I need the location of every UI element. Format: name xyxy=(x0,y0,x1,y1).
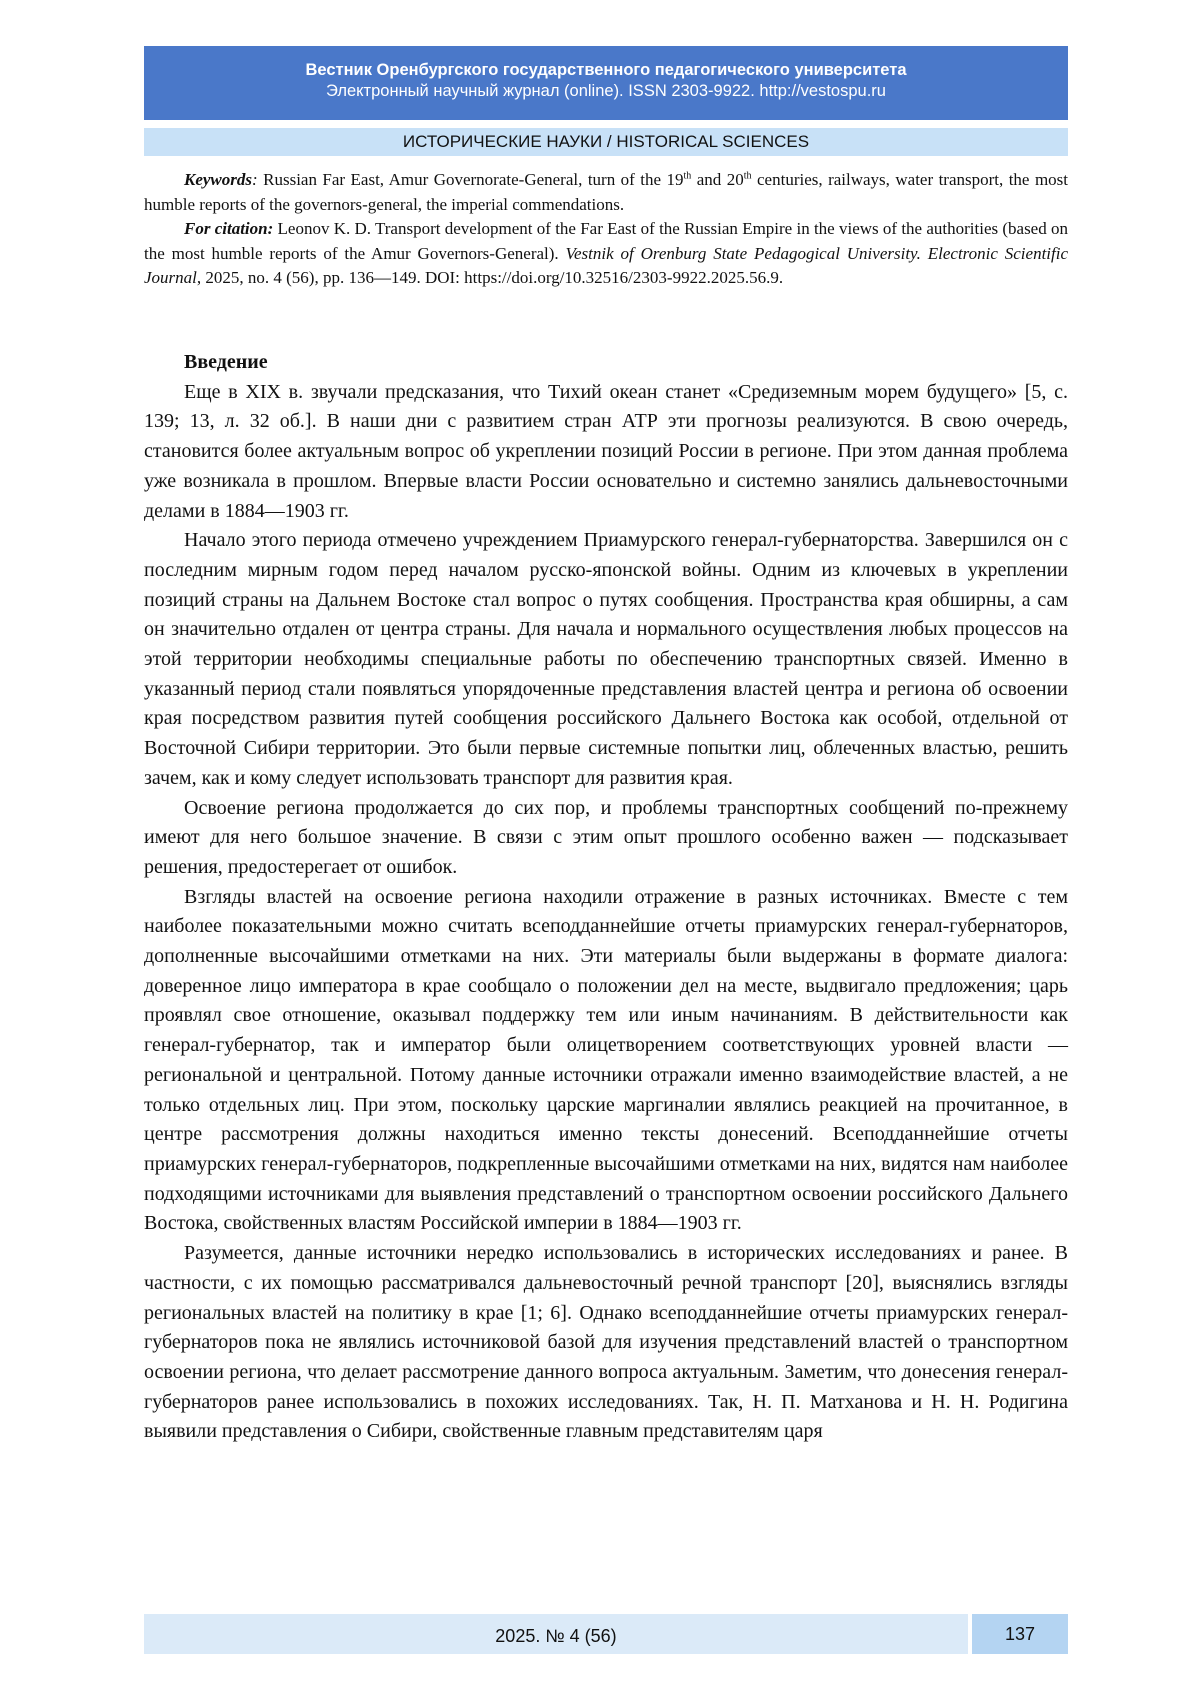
journal-header xyxy=(144,46,1068,120)
keywords-label: Keywords xyxy=(184,170,252,189)
keywords-text-3: centuries, railways, water transport, the most humble reports of the governors-general, the imperial commendations. xyxy=(144,170,1069,214)
keywords-text-2: and 20 xyxy=(691,170,744,189)
paragraph: Начало этого периода отмечено учреждением Приамурского генерал-губернаторства. Завершился он с последним мирным годом перед началом русско-японской войны. Одним из ключевых в укреплении позиций страны на Дальнем Востоке стал вопрос о путях сообщения. Пространства края обширны, а сам он значительно отдален от центра страны. Для начала и нормального осуществления любых процессов на этой территории необходимы специальные работы по обеспечению транспортных связей. Именно в указанный период стали появляться упорядоченные представления властей центра и региона об освоении края посредством развития путей сообщения российского Дальнего Востока как особой, отдельной от Восточной Сибири территории. Это были первые системные попытки лиц, облеченных властью, решить зачем, как и кому следует использовать транспорт для развития края. xyxy=(144,529,1068,789)
paragraph: Разумеется, данные источники нередко использовались в исторических исследованиях и ранее. В частности, с их помощью рассматривался дальневосточный речной транспорт [20], выяснялись взгляды региональных властей на политику в крае [1; 6]. Однако всеподданнейшие отчеты приамурских генерал-губернаторов пока не являлись источниковой базой для изучения представлений властей о транспортном освоении региона, что делает рассмотрение данного вопроса актуальным. Заметим, что донесения генерал-губернаторов ранее использовались в похожих исследованиях. Так, Н. П. Матханова и Н. Н. Родигина выявили представления о Сибири, свойственные главным представителям царя xyxy=(144,1242,1068,1443)
keywords-paragraph: Keywords: Russian Far East, Amur Governorate-General, turn of the 19th and 20th centuries, railways, water transport, the most humble reports of the governors-general, the imperial commendations. xyxy=(144,170,1069,214)
citation-paragraph xyxy=(144,217,1068,291)
citation-journal: Vestnik of Orenburg State Pedagogical University. Electronic Scientific Journal xyxy=(144,243,1069,287)
journal-subtitle: Электронный научный журнал (online). ISSN 2303-9922. http://vestospu.ru xyxy=(326,82,886,100)
paragraph: Еще в XIX в. звучали предсказания, что Тихий океан станет «Средиземным морем будущего» [5, с. 139; 13, л. 32 об.]. В наши дни с развитием стран АТР эти прогнозы реализуются. В свою очередь, становится более актуальным вопрос об укреплении позиций России в регионе. При этом данная проблема уже возникала в прошлом. Впервые власти России основательно и системно занялись дальневосточными делами в 1884—1903 гг. xyxy=(144,380,1068,522)
citation-text-1: Leonov K. D. Transport development of the Far East of the Russian Empire in the views of the authorities (based on the most humble reports of the Amur Governors-General). xyxy=(144,219,1068,263)
keywords-text-1: Russian Far East, Amur Governorate-General, turn of the 19 xyxy=(257,170,684,189)
keywords-sup-1: th xyxy=(683,170,692,182)
paragraph: Освоение региона продолжается до сих пор, и проблемы транспортных сообщений по-прежнему имеют для него большое значение. В связи с этим опыт прошлого особенно важен — подсказывает решения, предостерегает от ошибок. xyxy=(144,796,1068,878)
issue-footer: 2025. № 4 (56) xyxy=(144,1614,968,1654)
keywords-sup-2: th xyxy=(743,170,752,182)
section-heading: Введение xyxy=(184,351,268,373)
journal-title: Вестник Оренбургского государственного педагогического университета xyxy=(305,61,907,79)
citation-label: For citation: xyxy=(184,219,274,238)
paragraph: Взгляды властей на освоение региона находили отражение в разных источниках. Вместе с тем наиболее показательными можно считать всеподданнейшие отчеты приамурских генерал-губернаторов, дополненные высочайшими отметками на них. Эти материалы были выдержаны в формате диалога: доверенное лицо императора в крае сообщало о положении дел на месте, выдвигало предложения; царь проявлял свое отношение, оказывал поддержку тем или иным начинаниям. В действительности как генерал-губернатор, так и император были олицетворением соответствующих уровней власти — региональной и центральной. Потому данные источники отражали именно взаимодействие властей, а не только отдельных лиц. При этом, поскольку царские маргиналии являлись реакцией на прочитанное, в центре рассмотрения должны находиться именно тексты донесений. Всеподданнейшие отчеты приамурских генерал-губернаторов, подкрепленные высочайшими отметками на них, видятся нам наиболее подходящими источниками для выявления представлений о транспортном освоении российского Дальнего Востока, свойственных властям Российской империи в 1884—1903 гг. xyxy=(144,885,1068,1235)
article-meta xyxy=(144,168,1068,291)
article-body xyxy=(144,348,1068,1447)
page-number: 137 xyxy=(972,1614,1068,1654)
citation-text-2: , 2025, no. 4 (56), pp. 136—149. DOI: https://doi.org/10.32516/2303-9922.2025.56.9. xyxy=(196,268,784,287)
section-title: ИСТОРИЧЕСКИЕ НАУКИ / HISTORICAL SCIENCES xyxy=(144,128,1068,156)
